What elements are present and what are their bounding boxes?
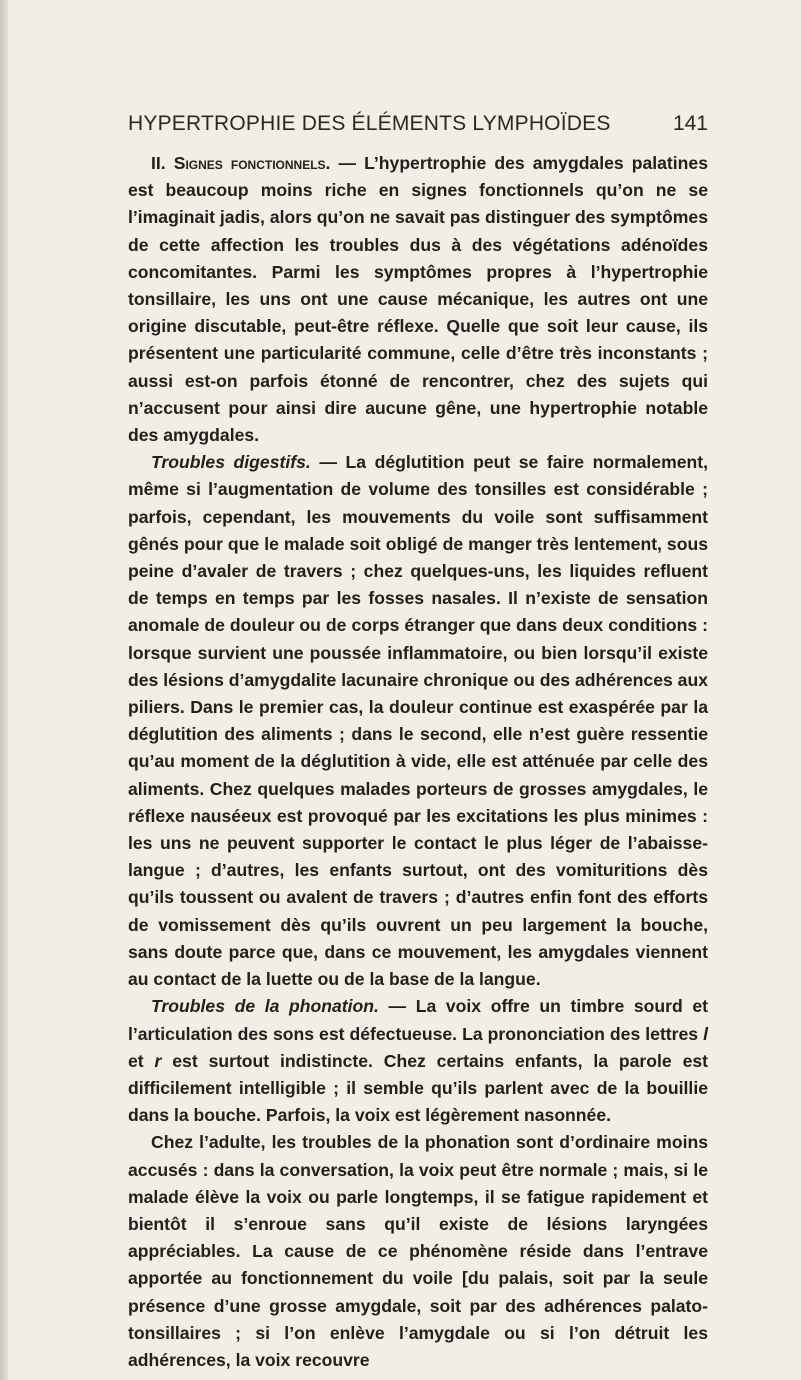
paragraph-digestive-troubles	[128, 449, 708, 993]
page-header	[128, 112, 708, 148]
paragraph-adult-phonation	[128, 1129, 708, 1374]
letter-l: l	[703, 1023, 708, 1044]
subsection-heading: Troubles de la phonation.	[151, 996, 379, 1017]
body-text	[128, 150, 708, 1374]
page-number: 141	[672, 112, 708, 135]
paragraph-functional-signs	[128, 150, 708, 449]
paragraph-phonation-troubles	[128, 993, 708, 1129]
section-numeral: II.	[151, 153, 166, 173]
paragraph-text: et	[128, 1050, 155, 1071]
paragraph-text: — La déglutition peut se faire normalement, même si l’augmentation de volume des tonsilles est considérable ; parfois, cependant, les mouvements du voile sont suffisamment gênés pour que le malade soit obligé de manger très lentement, sous peine d’avaler de travers ; chez quelques-uns, les liquides refluent de temps en temps par les fosses nasales. Il n’existe de sensation anomale de douleur ou de corps étranger que dans deux conditions : lorsque survient une poussée inflammatoire, ou bien lorsqu’il existe des lésions d’amygdalite lacunaire chronique ou des adhérences aux piliers. Dans le premier cas, la douleur continue est exaspérée par la déglutition des aliments ; dans le second, elle n’est guère ressentie qu’au moment de la déglutition à vide, elle est atténuée par celle des aliments. Chez quelques malades porteurs de grosses amygdales, le réflexe nauséeux est provoqué par les excitations les plus minimes : les uns ne peuvent supporter le contact le plus léger de l’abaisse-langue ; d’autres, les enfants surtout, ont des vomituritions dès qu’ils toussent ou avalent de travers ; d’autres enfin font des efforts de vomissement dès qu’ils ouvrent un peu largement la bouche, sans doute parce que, dans ce mouvement, les amygdales viennent au contact de la luette ou de la base de la langue.	[128, 452, 709, 990]
subsection-heading: Troubles digestifs.	[151, 452, 311, 473]
paragraph-text: est surtout indistincte. Chez certains enfants, la parole est difficilement intelligible ; il semble qu’ils parlent avec de la bouillie dans la bouche. Parfois, la voix est légèrement nasonnée.	[128, 1050, 708, 1126]
running-title: HYPERTROPHIE DES ÉLÉMENTS LYMPHOÏDES	[128, 112, 611, 135]
section-heading: Signes fonctionnels.	[173, 153, 331, 173]
paragraph-text: Chez l’adulte, les troubles de la phonation sont d’ordinaire moins accusés : dans la conversation, la voix peut être normale ; mais, si le malade élève la voix ou parle longtemps, il se fatigue rapidement et bientôt il s’enroue sans qu’il existe de lésions laryngées appréciables. La cause de ce phénomène réside dans l’entrave apportée au fonctionnement du voile [du palais, soit par la seule présence d’une grosse amygdale, soit par des adhérences palato-tonsillaires ; si l’on enlève l’amygdale ou si l’on détruit les adhérences, la voix recouvre	[128, 1132, 708, 1370]
page-binding-edge	[0, 0, 8, 1380]
paragraph-text: — L’hypertrophie des amygdales palatines est beaucoup moins riche en signes fonctionnels qu’on ne se l’imaginait jadis, alors qu’on ne savait pas distinguer des symptômes de cette affection les troubles dus à des végétations adénoïdes concomitantes. Parmi les symptômes propres à l’hypertrophie tonsillaire, les uns ont une cause mécanique, les autres ont une origine discutable, peut-être réflexe. Quelle que soit leur cause, ils présentent une particularité commune, celle d’être très inconstants ; aussi est-on parfois étonné de rencontrer, chez des sujets qui n’accusent pour ainsi dire aucune gêne, une hypertrophie notable des amygdales.	[128, 153, 708, 446]
paragraph-text: — La voix offre un timbre sourd et l’articulation des sons est défectueuse. La prononciation des lettres	[128, 996, 709, 1044]
letter-r: r	[154, 1050, 162, 1071]
